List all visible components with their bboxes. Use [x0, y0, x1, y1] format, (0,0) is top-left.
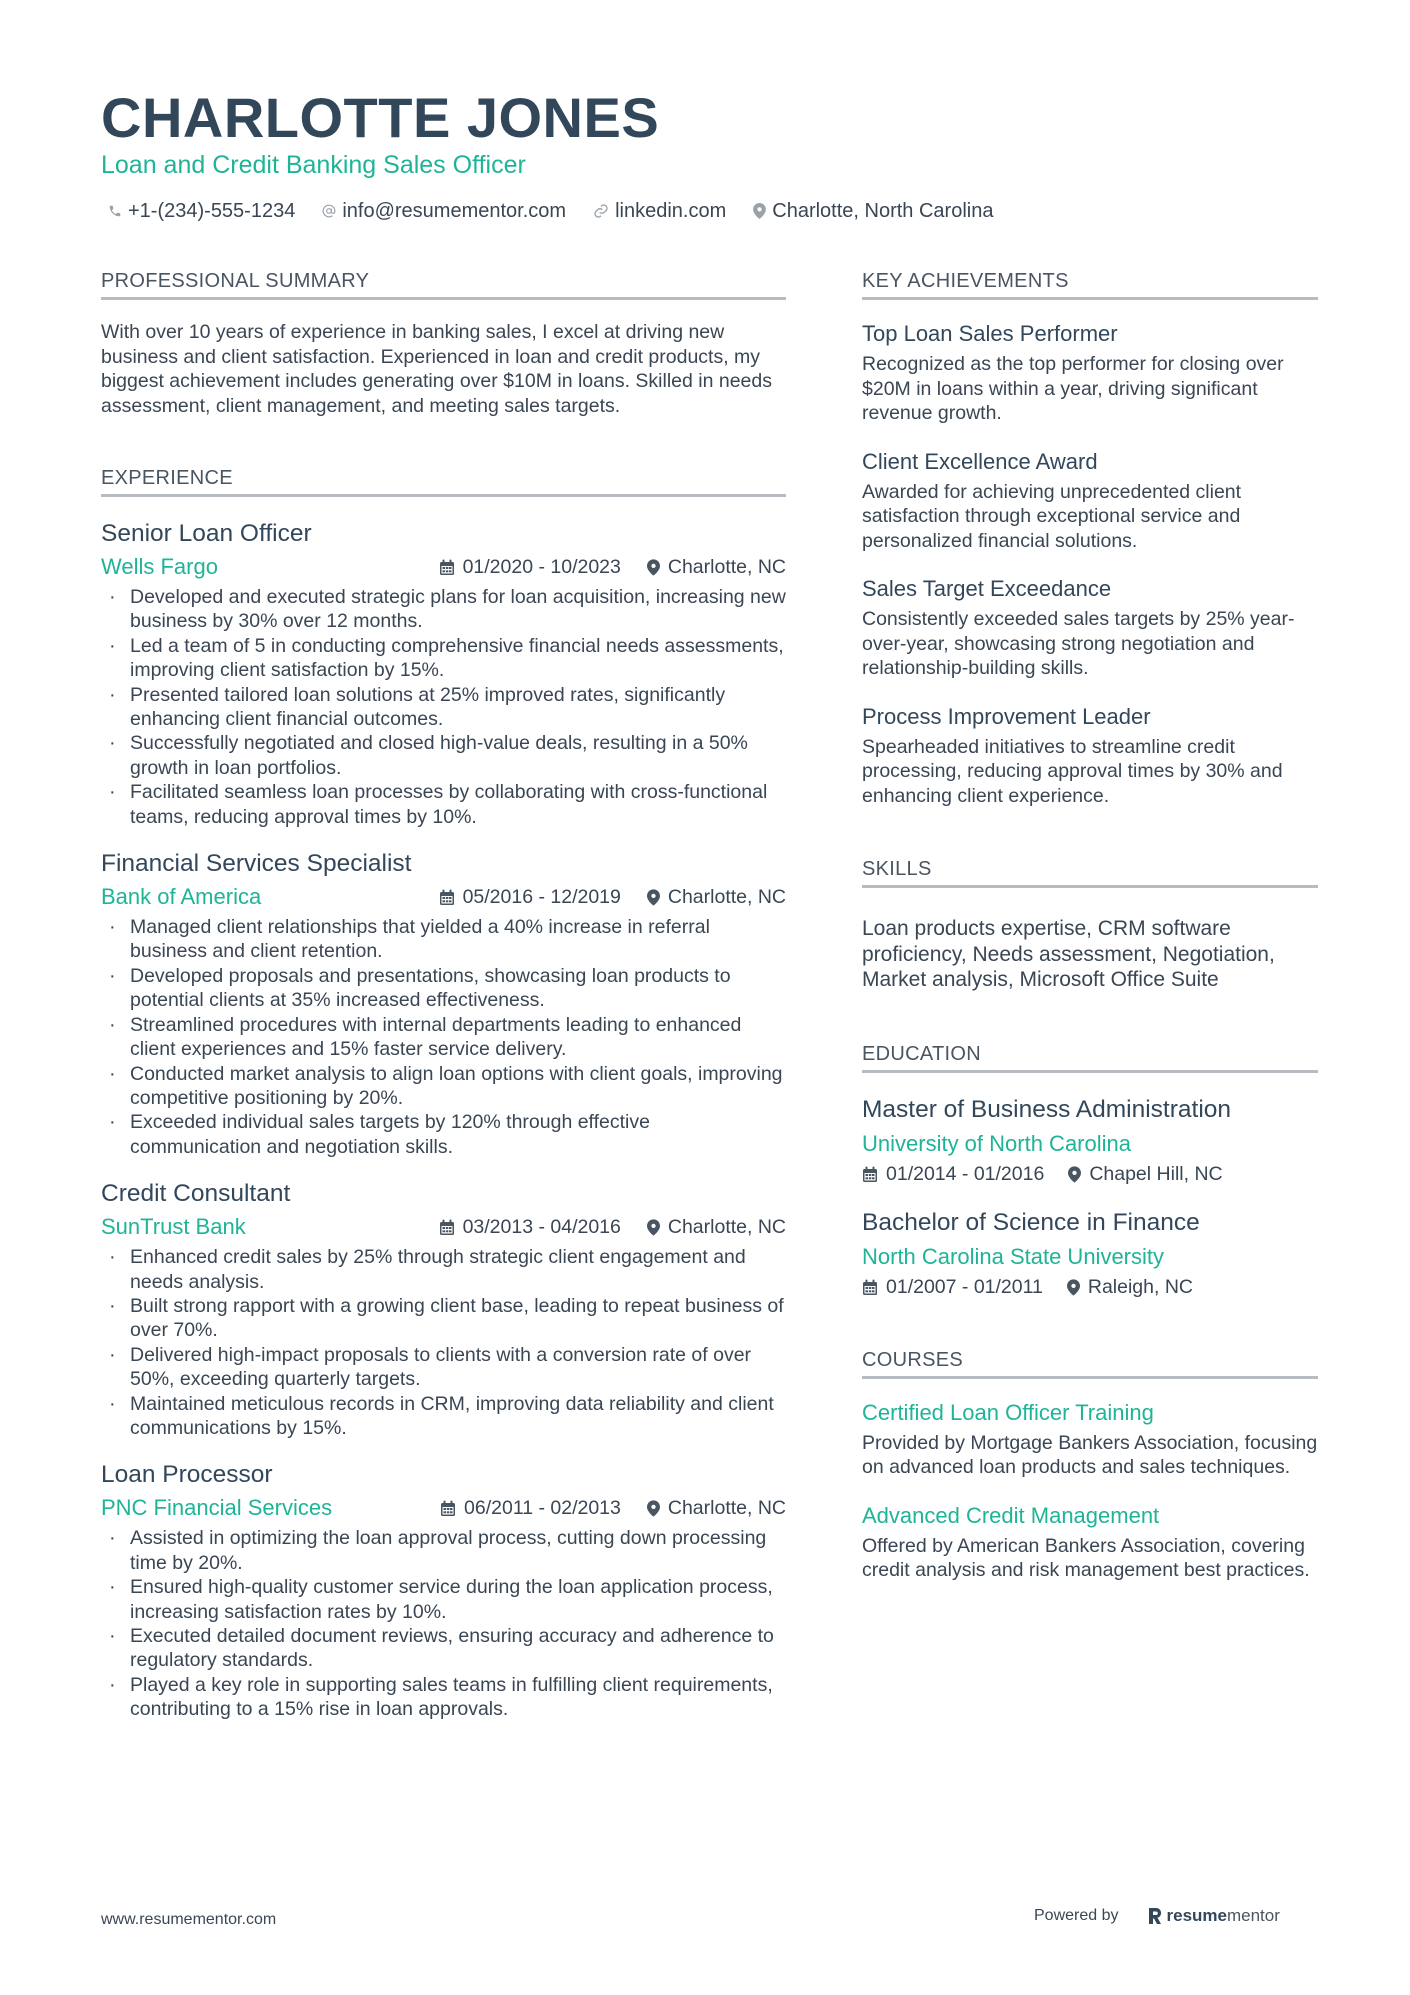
education-degree: Bachelor of Science in Finance — [862, 1208, 1200, 1236]
education-dates — [862, 1276, 1043, 1299]
resumementor-logo-icon — [1147, 1906, 1163, 1926]
bullet-item: · Managed client relationships that yielded a 40% increase in referral business and client retention. — [101, 915, 786, 964]
bullet-item: · Conducted market analysis to align loan options with client goals, improving competitive positioning by 20%. — [101, 1062, 786, 1111]
at-sign-icon — [322, 204, 336, 218]
course-desc: Provided by Mortgage Bankers Association, focusing on advanced loan products and sales techniques. — [862, 1431, 1318, 1478]
powered-by-text: Powered by — [1034, 1907, 1119, 1924]
job-location-text: Charlotte, NC — [667, 885, 786, 908]
phone-icon — [108, 204, 122, 218]
calendar-icon — [440, 1500, 456, 1517]
course-title: Advanced Credit Management — [862, 1502, 1160, 1528]
job-location — [647, 1497, 786, 1520]
job-meta — [101, 883, 786, 911]
job-location-text: Charlotte, NC — [667, 555, 786, 578]
bullet-item: · Streamlined procedures with internal departments leading to enhanced client experiences and 15% faster service delivery. — [101, 1013, 786, 1062]
job-meta — [101, 553, 786, 581]
achievement-desc: Spearheaded initiatives to streamline credit processing, reducing approval times by 30% and enhancing client experience. — [862, 735, 1283, 807]
education-location — [1068, 1163, 1222, 1186]
job-title: Credit Consultant — [101, 1180, 291, 1208]
phone-text: +1-(234)-555-1234 — [128, 200, 296, 222]
job-bullets — [101, 585, 786, 829]
job-company: PNC Financial Services — [101, 1495, 333, 1521]
candidate-name: CHARLOTTE JONES — [101, 86, 660, 149]
job-dates — [439, 886, 621, 909]
calendar-icon — [862, 1279, 878, 1296]
job-location-text: Charlotte, NC — [667, 1496, 786, 1519]
achievement-item — [862, 448, 1318, 554]
education-meta — [862, 1276, 1318, 1299]
left-column — [101, 268, 786, 1722]
bullet-item: · Delivered high-impact proposals to clients with a conversion rate of over 50%, exceeding quarterly targets. — [101, 1343, 786, 1392]
bullet-item: · Built strong rapport with a growing client base, leading to repeat business of over 70%. — [101, 1294, 786, 1343]
map-pin-icon — [753, 203, 766, 219]
job-dates — [439, 1216, 621, 1239]
job-meta — [101, 1213, 786, 1241]
footer-website[interactable]: www.resumementor.com — [101, 1911, 277, 1928]
education-degree: Master of Business Administration — [862, 1095, 1232, 1123]
job-bullets — [101, 1245, 786, 1440]
education-location-text: Raleigh, NC — [1087, 1275, 1193, 1298]
job-entry — [101, 849, 786, 1159]
education-dates-text: 01/2014 - 01/2016 — [886, 1162, 1045, 1185]
summary-text: With over 10 years of experience in banking sales, I excel at driving new business and client satisfaction. Experienced in loan and credit products, my biggest achievement includes generating over $10M in loans. Skilled in needs assessment, client management, and meeting sales targets. — [101, 321, 772, 417]
achievements-section-title: KEY ACHIEVEMENTS — [862, 268, 1318, 300]
bullet-item: · Developed and executed strategic plans for loan acquisition, increasing new business by 30% over 12 months. — [101, 585, 786, 634]
link-icon — [593, 203, 609, 219]
course-title: Certified Loan Officer Training — [862, 1399, 1154, 1425]
education-item — [862, 1208, 1318, 1299]
job-dates-text: 05/2016 - 12/2019 — [462, 885, 621, 908]
job-meta-right — [439, 1216, 786, 1239]
map-pin-icon — [647, 559, 660, 576]
job-title: Senior Loan Officer — [101, 520, 312, 547]
job-bullets — [101, 915, 786, 1159]
bullet-item: · Played a key role in supporting sales teams in fulfilling client requirements, contributing to a 15% rise in loan approvals. — [101, 1673, 786, 1722]
location-text: Charlotte, North Carolina — [772, 200, 994, 222]
job-meta-right — [439, 886, 786, 909]
education-school: University of North Carolina — [862, 1130, 1131, 1156]
achievement-desc: Awarded for achieving unprecedented client satisfaction through exceptional service and personalized financial solutions. — [862, 480, 1242, 552]
job-meta — [101, 1494, 786, 1522]
education-location — [1067, 1276, 1193, 1299]
achievement-title: Process Improvement Leader — [862, 703, 1151, 729]
education-school: North Carolina State University — [862, 1243, 1165, 1269]
education-dates-text: 01/2007 - 01/2011 — [886, 1275, 1043, 1298]
achievement-title: Sales Target Exceedance — [862, 576, 1112, 601]
calendar-icon — [439, 559, 455, 576]
calendar-icon — [439, 889, 455, 906]
job-entry — [101, 1460, 786, 1721]
map-pin-icon — [647, 1500, 660, 1517]
bullet-item: · Enhanced credit sales by 25% through strategic client engagement and needs analysis. — [101, 1245, 786, 1294]
bullet-item: · Executed detailed document reviews, ensuring accuracy and adherence to regulatory standards. — [101, 1624, 786, 1673]
contact-location — [753, 198, 993, 224]
bullet-item: · Led a team of 5 in conducting comprehensive financial needs assessments, improving client satisfaction by 15%. — [101, 634, 786, 683]
skills-text: Loan products expertise, CRM software proficiency, Needs assessment, Negotiation, Market analysis, Microsoft Office Suite — [862, 917, 1275, 991]
contact-email[interactable] — [322, 198, 566, 224]
calendar-icon — [862, 1166, 878, 1183]
course-item — [862, 1399, 1318, 1480]
bullet-item: · Facilitated seamless loan processes by collaborating with cross-functional teams, reducing approval times by 10%. — [101, 780, 786, 829]
bullet-item: · Successfully negotiated and closed high-value deals, resulting in a 50% growth in loan portfolios. — [101, 731, 786, 780]
contact-bar — [108, 198, 1020, 224]
education-section-title: EDUCATION — [862, 1041, 1318, 1073]
linkedin-text: linkedin.com — [615, 200, 727, 222]
bullet-item: · Assisted in optimizing the loan approval process, cutting down processing time by 20%. — [101, 1526, 786, 1575]
calendar-icon — [439, 1219, 455, 1236]
map-pin-icon — [647, 889, 660, 906]
brand-name-bold: resume — [1166, 1906, 1227, 1925]
achievement-item — [862, 320, 1318, 426]
bullet-item: · Maintained meticulous records in CRM, improving data reliability and client communications by 15%. — [101, 1392, 786, 1441]
map-pin-icon — [647, 1219, 660, 1236]
job-company: Wells Fargo — [101, 554, 218, 579]
job-title: Loan Processor — [101, 1461, 273, 1489]
education-meta — [862, 1163, 1318, 1186]
job-entry — [101, 519, 786, 829]
job-company: SunTrust Bank — [101, 1214, 246, 1240]
job-location-text: Charlotte, NC — [667, 1215, 786, 1238]
course-item — [862, 1502, 1318, 1583]
job-dates-text: 03/2013 - 04/2016 — [462, 1215, 621, 1238]
candidate-role: Loan and Credit Banking Sales Officer — [101, 151, 526, 179]
job-dates-text: 01/2020 - 10/2023 — [462, 555, 621, 578]
contact-linkedin[interactable] — [593, 198, 726, 224]
footer-branding — [1034, 1906, 1280, 1926]
job-location — [647, 556, 786, 579]
bullet-item: · Developed proposals and presentations, showcasing loan products to potential clients at 35% increased effectiveness. — [101, 964, 786, 1013]
bullet-item: · Presented tailored loan solutions at 25% improved rates, significantly enhancing client financial outcomes. — [101, 683, 786, 732]
brand-name-light: mentor — [1226, 1906, 1280, 1925]
bullet-item: · Ensured high-quality customer service during the loan application process, increasing satisfaction rates by 10%. — [101, 1575, 786, 1624]
job-title: Financial Services Specialist — [101, 850, 412, 878]
job-company: Bank of America — [101, 884, 262, 910]
achievement-title: Client Excellence Award — [862, 448, 1098, 474]
right-column — [862, 268, 1318, 1583]
job-meta-right — [439, 556, 786, 579]
achievement-desc: Consistently exceeded sales targets by 25% year-over-year, showcasing strong negotiation and relationship-building skills. — [862, 608, 1295, 679]
job-dates — [439, 556, 621, 579]
bullet-item: · Exceeded individual sales targets by 120% through effective communication and negotiation skills. — [101, 1110, 786, 1159]
map-pin-icon — [1068, 1166, 1081, 1183]
achievement-title: Top Loan Sales Performer — [862, 321, 1118, 346]
job-location — [647, 1216, 786, 1239]
job-entry — [101, 1179, 786, 1440]
education-location-text: Chapel Hill, NC — [1089, 1162, 1223, 1185]
brand-logo[interactable] — [1147, 1906, 1280, 1926]
email-text: info@resumementor.com — [342, 200, 567, 222]
summary-section-title: PROFESSIONAL SUMMARY — [101, 268, 786, 300]
job-dates-text: 06/2011 - 02/2013 — [464, 1496, 621, 1519]
contact-phone — [108, 198, 295, 224]
achievement-item — [862, 703, 1318, 809]
experience-section-title: EXPERIENCE — [101, 465, 786, 497]
course-desc: Offered by American Bankers Association, covering credit analysis and risk management best practices. — [862, 1534, 1310, 1581]
job-dates — [440, 1497, 621, 1520]
job-meta-right — [440, 1497, 786, 1520]
job-bullets — [101, 1526, 786, 1721]
education-item — [862, 1095, 1318, 1186]
skills-section-title: SKILLS — [862, 856, 1318, 888]
achievement-desc: Recognized as the top performer for closing over $20M in loans within a year, driving significant revenue growth. — [862, 353, 1284, 424]
map-pin-icon — [1067, 1279, 1080, 1296]
job-location — [647, 886, 786, 909]
achievement-item — [862, 575, 1318, 681]
courses-section-title: COURSES — [862, 1347, 1318, 1379]
education-dates — [862, 1163, 1044, 1186]
